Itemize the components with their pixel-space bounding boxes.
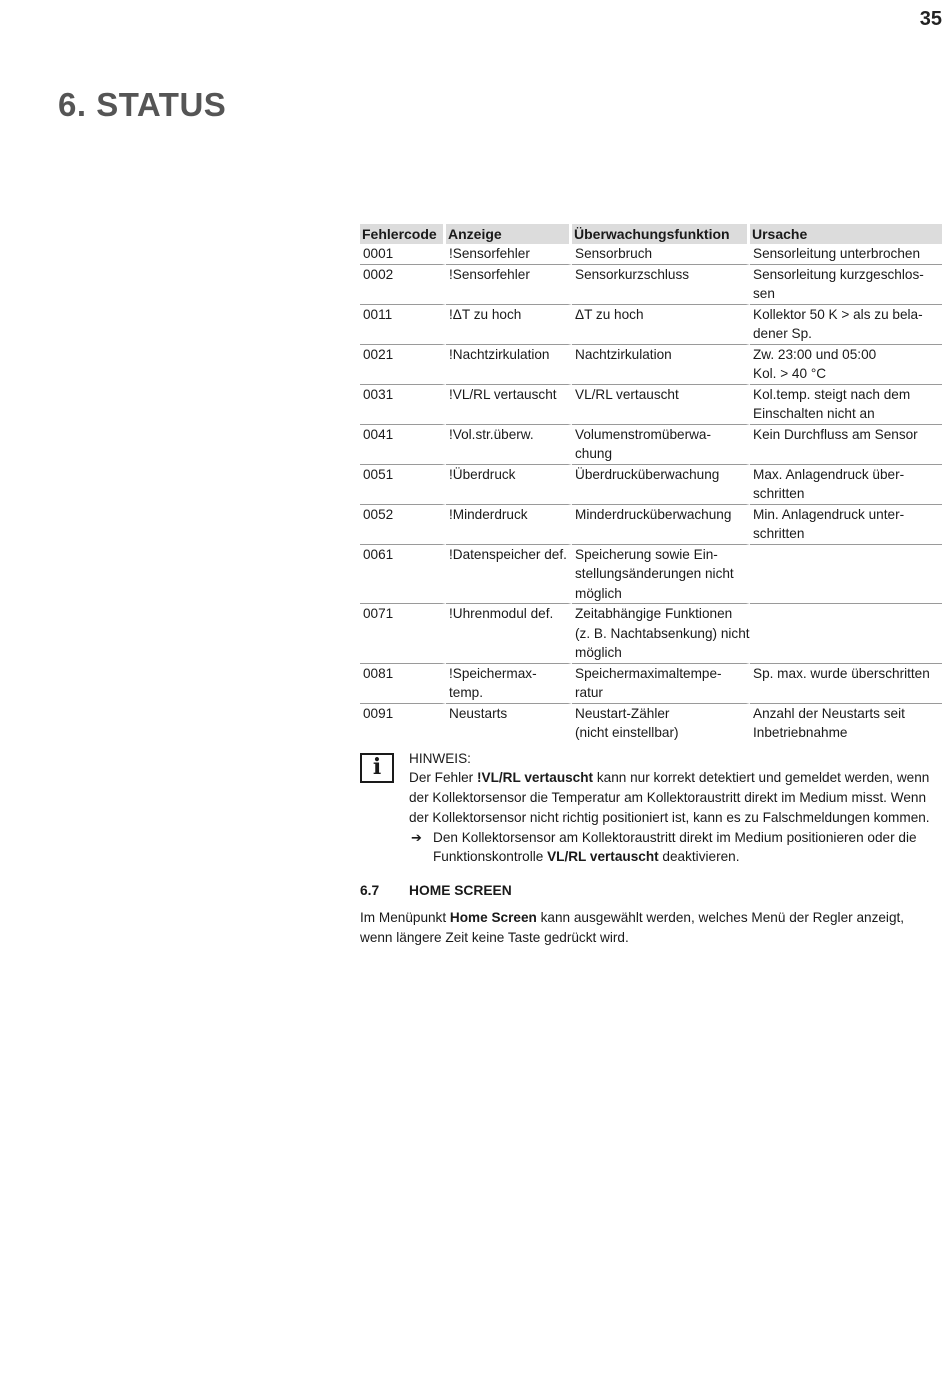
arrow-right-icon: ➔ <box>411 829 422 845</box>
table-row <box>360 425 942 465</box>
cell-text-line: VL/RL vertauscht <box>575 386 679 402</box>
cell-funktion <box>572 265 750 305</box>
cell-text-line: 0091 <box>363 705 394 721</box>
section-body-text: kann ausgewählt werden, welches Menü der Regler anzeigt, <box>536 910 905 926</box>
cell-anzeige <box>446 545 572 605</box>
cell-funktion <box>572 345 750 385</box>
cell-funktion <box>572 545 750 605</box>
cell-ursache <box>750 545 942 605</box>
cell-text-line: dener Sp. <box>753 326 812 341</box>
cell-ursache <box>750 465 942 505</box>
cell-text-line: ΔT zu hoch <box>575 306 644 322</box>
header-fehlercode: Fehlercode <box>360 224 446 244</box>
cell-text-line: !Vol.str.überw. <box>449 426 534 442</box>
note-bullet <box>409 828 942 868</box>
cell-text-line: 0052 <box>363 506 394 522</box>
note-title: HINWEIS: <box>409 750 471 766</box>
cell-anzeige <box>446 505 572 545</box>
note-box <box>360 749 942 868</box>
section-number: 6.7 <box>360 883 380 899</box>
cell-fehlercode <box>360 345 446 385</box>
cell-funktion <box>572 244 750 265</box>
main-content <box>360 224 942 948</box>
cell-anzeige <box>446 244 572 265</box>
table-row <box>360 604 942 664</box>
cell-anzeige <box>446 664 572 704</box>
note-bullet-text: Funktionskontrolle <box>433 849 548 865</box>
cell-text-line: chung <box>575 446 613 461</box>
cell-text-line: 0081 <box>363 665 394 681</box>
cell-fehlercode <box>360 604 446 664</box>
note-text-part: der Kollektorsensor die Temperatur am Kollektoraustritt direkt im Medium misst. Wenn <box>409 790 927 806</box>
cell-funktion <box>572 505 750 545</box>
cell-text-line: Überdrucküberwachung <box>575 466 720 482</box>
cell-text-line: !Sensorfehler <box>449 266 530 282</box>
cell-text-line: Sensorleitung kurzgeschlos- <box>753 266 924 282</box>
header-anzeige: Anzeige <box>446 224 572 244</box>
cell-text-line: Kollektor 50 K > als zu bela- <box>753 306 923 322</box>
cell-text-line: Anzahl der Neustarts seit <box>753 705 905 721</box>
cell-text-line: Sensorkurzschluss <box>575 266 690 282</box>
cell-text-line: 0071 <box>363 606 394 621</box>
section-body <box>360 908 942 948</box>
cell-text-line: stellungsänderungen nicht <box>575 566 734 581</box>
cell-fehlercode <box>360 704 446 743</box>
table-row <box>360 265 942 305</box>
cell-fehlercode <box>360 545 446 605</box>
cell-ursache <box>750 505 942 545</box>
table-row <box>360 345 942 385</box>
cell-text-line: Volumenstromüberwa- <box>575 426 711 442</box>
cell-funktion <box>572 305 750 345</box>
cell-text-line: !VL/RL vertauscht <box>449 386 557 402</box>
cell-text-line: 0002 <box>363 266 394 282</box>
note-text <box>409 768 942 827</box>
cell-text-line: !Sensorfehler <box>449 246 530 261</box>
cell-text-line: Einschalten nicht an <box>753 406 875 421</box>
cell-anzeige <box>446 345 572 385</box>
table-row <box>360 704 942 743</box>
cell-ursache <box>750 345 942 385</box>
cell-text-line: Kein Durchfluss am Sensor <box>753 426 918 442</box>
cell-text-line: !Datenspeicher def. <box>449 546 567 562</box>
cell-text-line: (nicht einstellbar) <box>575 725 679 740</box>
cell-text-line: !Speichermax- <box>449 665 537 681</box>
cell-text-line: Min. Anlagendruck unter- <box>753 506 905 522</box>
cell-ursache <box>750 664 942 704</box>
cell-fehlercode <box>360 244 446 265</box>
cell-text-line: !Minderdruck <box>449 506 528 522</box>
cell-ursache <box>750 244 942 265</box>
cell-funktion <box>572 704 750 743</box>
cell-fehlercode <box>360 664 446 704</box>
cell-anzeige <box>446 265 572 305</box>
cell-text-line: (z. B. Nachtabsenkung) nicht <box>575 625 750 641</box>
cell-text-line: Neustart-Zähler <box>575 705 670 721</box>
cell-text-line: 0001 <box>363 246 394 261</box>
cell-funktion <box>572 664 750 704</box>
cell-ursache <box>750 265 942 305</box>
cell-funktion <box>572 604 750 664</box>
cell-fehlercode <box>360 385 446 425</box>
cell-text-line: möglich <box>575 645 622 660</box>
section-body-text: Im Menüpunkt <box>360 910 450 926</box>
cell-text-line: möglich <box>575 585 622 601</box>
table-row <box>360 664 942 704</box>
cell-fehlercode <box>360 305 446 345</box>
cell-text-line: Neustarts <box>449 705 508 721</box>
cell-anzeige <box>446 604 572 664</box>
cell-text-line: Max. Anlagendruck über- <box>753 466 905 482</box>
cell-text-line: !Überdruck <box>449 466 516 482</box>
cell-text-line: ratur <box>575 685 603 700</box>
table-row <box>360 385 942 425</box>
cell-text-line: Kol. > 40 °C <box>753 366 827 381</box>
cell-anzeige <box>446 704 572 743</box>
page-number: 35 <box>919 8 942 30</box>
table-header-row <box>360 224 942 244</box>
note-text-part: der Kollektorsensor nicht richtig positioniert ist, kann es zu Falschmeldungen kommen. <box>409 809 930 825</box>
cell-text-line: 0061 <box>363 546 394 562</box>
table-body <box>360 244 942 743</box>
cell-ursache <box>750 704 942 743</box>
note-text-part: Der Fehler <box>409 770 477 786</box>
section-body-bold: Home Screen <box>449 910 537 926</box>
header-ursache: Ursache <box>750 224 942 244</box>
cell-fehlercode <box>360 425 446 465</box>
cell-anzeige <box>446 425 572 465</box>
cell-text-line: Speicherung sowie Ein- <box>575 546 718 562</box>
cell-text-line: Sensorbruch <box>575 246 653 261</box>
note-bullet-bold: VL/RL vertauscht <box>547 849 659 865</box>
cell-anzeige <box>446 385 572 425</box>
note-bullet-text: Den Kollektorsensor am Kollektoraustritt direkt im Medium positionieren oder die <box>433 829 917 845</box>
cell-text-line: !ΔT zu hoch <box>449 306 522 322</box>
cell-text-line: 0041 <box>363 426 394 442</box>
section-title: HOME SCREEN <box>409 883 512 899</box>
cell-text-line: !Nachtzirkulation <box>449 346 550 362</box>
info-icon: i <box>360 753 394 783</box>
cell-text-line: Nachtzirkulation <box>575 346 672 362</box>
cell-fehlercode <box>360 505 446 545</box>
cell-funktion <box>572 425 750 465</box>
note-text-bold: !VL/RL vertauscht <box>477 770 594 786</box>
cell-text-line: Inbetriebnahme <box>753 725 848 740</box>
cell-text-line: Kol.temp. steigt nach dem <box>753 386 911 402</box>
cell-text-line: sen <box>753 286 775 301</box>
header-ueberwachungsfunktion: Überwachungsfunktion <box>572 224 750 244</box>
cell-ursache <box>750 385 942 425</box>
cell-text-line: schritten <box>753 486 805 501</box>
note-bullet-text: deaktivieren. <box>658 849 740 865</box>
cell-ursache <box>750 604 942 664</box>
cell-anzeige <box>446 465 572 505</box>
cell-text-line: 0031 <box>363 386 394 402</box>
note-text-part: kann nur korrekt detektiert und gemeldet werden, wenn <box>593 770 930 786</box>
cell-text-line: 0021 <box>363 346 394 362</box>
status-table <box>360 224 942 743</box>
cell-text-line: Zw. 23:00 und 05:00 <box>753 346 877 362</box>
cell-text-line: Minderdrucküberwachung <box>575 506 732 522</box>
table-row <box>360 465 942 505</box>
cell-text-line: 0051 <box>363 466 394 482</box>
cell-funktion <box>572 465 750 505</box>
table-row <box>360 305 942 345</box>
cell-text-line: temp. <box>449 685 483 700</box>
cell-text-line: !Uhrenmodul def. <box>449 606 554 621</box>
cell-anzeige <box>446 305 572 345</box>
cell-text-line: 0011 <box>363 306 393 322</box>
cell-ursache <box>750 425 942 465</box>
section-body-text: wenn längere Zeit keine Taste gedrückt wird. <box>360 930 629 946</box>
cell-fehlercode <box>360 465 446 505</box>
cell-text-line: Sensorleitung unterbrochen <box>753 246 921 261</box>
table-row <box>360 505 942 545</box>
table-row <box>360 545 942 605</box>
cell-funktion <box>572 385 750 425</box>
cell-text-line: Sp. max. wurde überschritten <box>753 665 930 681</box>
cell-ursache <box>750 305 942 345</box>
cell-text-line: Zeitabhängige Funktionen <box>575 606 733 621</box>
cell-fehlercode <box>360 265 446 305</box>
section-heading <box>360 883 942 898</box>
cell-text-line: Speichermaximaltempe- <box>575 665 722 681</box>
cell-text-line: schritten <box>753 526 805 541</box>
table-row <box>360 244 942 265</box>
chapter-title: 6. STATUS <box>58 86 227 123</box>
